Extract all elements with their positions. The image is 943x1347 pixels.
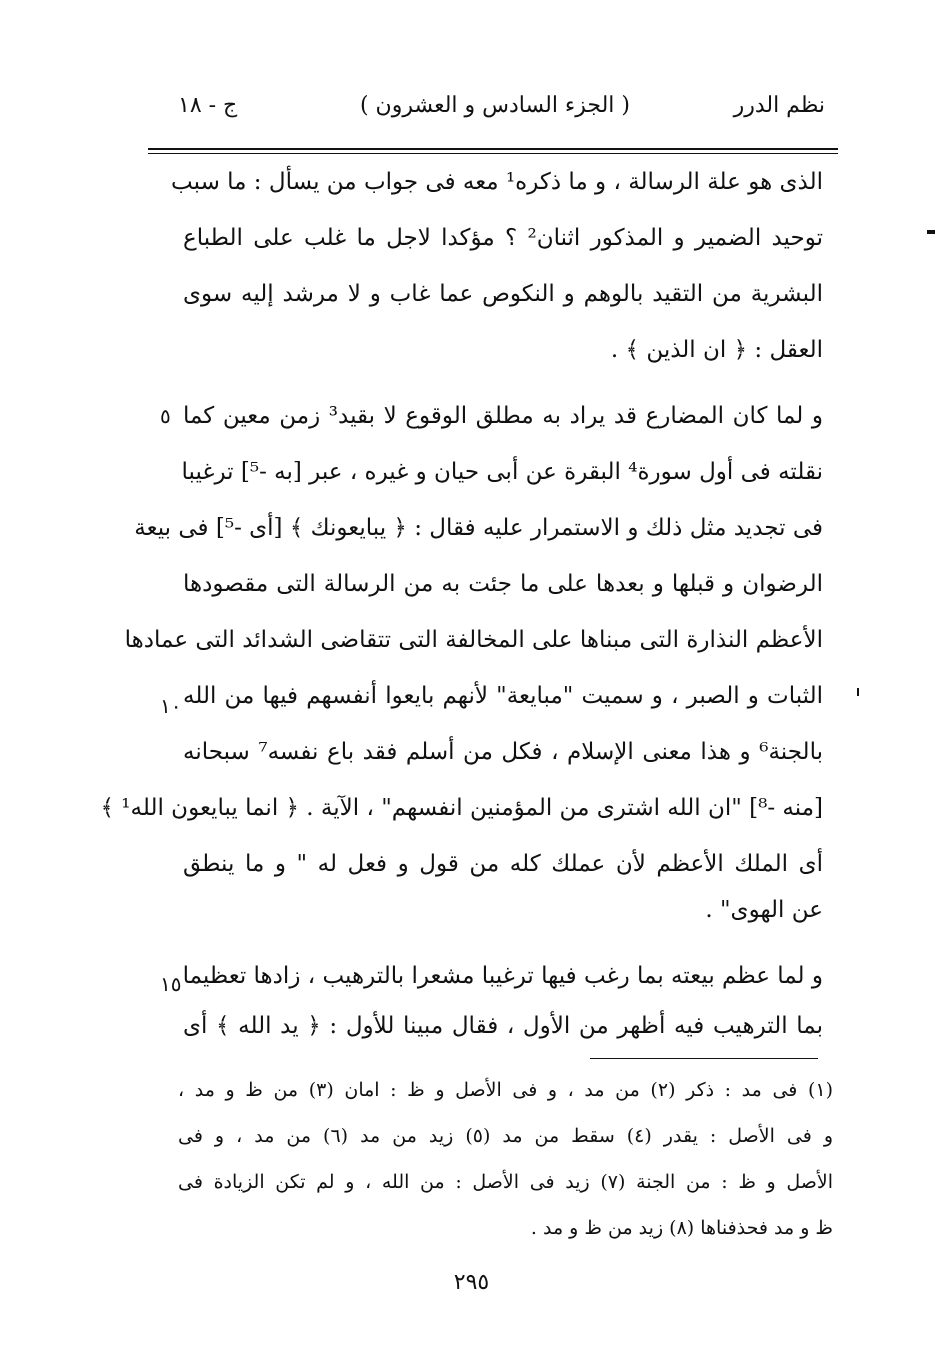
- margin-mark: [927, 230, 935, 234]
- footnote-line: ظ و مد فحذفناها (٨) زيد من ظ و مد .: [530, 1217, 833, 1239]
- text-line: فى تجديد مثل ذلك و الاستمرار عليه فقال : ﴿ يبايعونك ﴾ [أى -⁵] فى بيعة: [134, 515, 823, 541]
- text-line: توحيد الضمير و المذكور اثنان² ؟ مؤكدا لاجل ما غلب على الطباع: [183, 225, 823, 251]
- text-line: و لما كان المضارع قد يراد به مطلق الوقوع لا بقيد³ زمن معين كما: [183, 403, 823, 429]
- part-title: ( الجزء السادس و العشرون ): [359, 93, 630, 118]
- header-rule: [148, 148, 838, 150]
- volume-number: ج - ١٨: [178, 93, 238, 118]
- footnote-line: (١) فى مد : ذكر (٢) من مد ، و فى الأصل و ظ : امان (٣) من ظ و مد ،: [178, 1079, 834, 1101]
- footnote-rule: [590, 1058, 818, 1059]
- text-line: الذى هو علة الرسالة ، و ما ذكره¹ معه فى جواب من يسأل : ما سبب: [171, 169, 823, 195]
- text-line: أى الملك الأعظم لأن عملك كله من قول و فعل له " و ما ينطق: [183, 851, 823, 877]
- line-number: ١٠: [160, 694, 182, 718]
- running-title: نظم الدرر: [733, 93, 825, 118]
- text-line: بالجنة⁶ و هذا معنى الإسلام ، فكل من أسلم فقد باع نفسه⁷ سبحانه: [183, 739, 823, 765]
- margin-tick: [857, 688, 859, 696]
- page-number: ٢٩٥: [453, 1270, 490, 1295]
- text-line: البشرية من التقيد بالوهم و النكوص عما غاب و لا مرشد إليه سوى: [183, 281, 823, 307]
- footnote-line: و فى الأصل : يقدر (٤) سقط من مد (٥) زيد من مد (٦) من مد ، و فى: [178, 1125, 833, 1147]
- text-line: نقلته فى أول سورة⁴ البقرة عن أبى حيان و غيره ، عبر [به -⁵] ترغيبا: [181, 459, 823, 485]
- text-line: و لما عظم بيعته بما رغب فيها ترغيبا مشعرا بالترهيب ، زادها تعظيما: [182, 963, 823, 989]
- text-line: [منه -⁸] "ان الله اشترى من المؤمنين انفسهم" ، الآية . ﴿ انما يبايعون الله¹ ﴾: [100, 795, 823, 821]
- text-line: الثبات و الصبر ، و سميت "مبايعة" لأنهم بايعوا أنفسهم فيها من الله: [183, 683, 823, 709]
- header-rule-thin: [148, 153, 838, 154]
- text-line: العقل : ﴿ ان الذين ﴾ .: [610, 337, 823, 363]
- footnote-line: الأصل و ظ : من الجنة (٧) زيد فى الأصل : من الله ، و لم تكن الزيادة فى: [178, 1171, 834, 1193]
- text-line: بما الترهيب فيه أظهر من الأول ، فقال مبينا للأول : ﴿ يد الله ﴾ أى: [183, 1013, 823, 1039]
- text-line: الأعظم النذارة التى مبناها على المخالفة التى تتقاضى الشدائد التى عمادها: [124, 627, 823, 653]
- line-number: ٥: [160, 404, 171, 428]
- line-number: ١٥: [160, 972, 182, 996]
- text-line: الرضوان و قبلها و بعدها على ما جئت به من الرسالة التى مقصودها: [183, 571, 823, 597]
- text-line: عن الهوى" .: [705, 897, 823, 923]
